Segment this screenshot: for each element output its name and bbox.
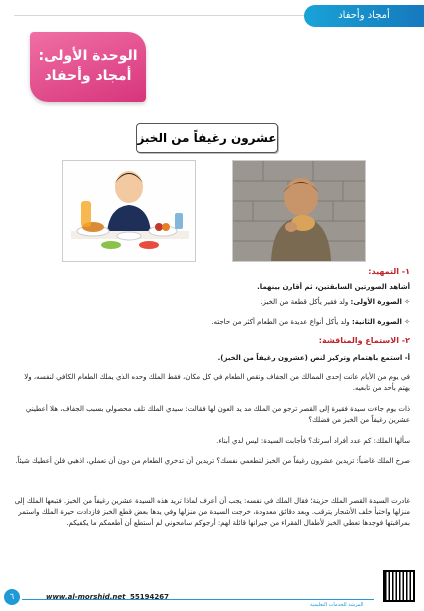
poor-boy-illustration xyxy=(233,161,365,261)
item-text: ولد فقير يأكل قطعة من الخبز. xyxy=(260,298,349,306)
item-text: ولد يأكل أنواع عديدة من الطعام أكثر من حاجته. xyxy=(211,318,350,326)
section1-heading: ١- التمهيد: xyxy=(368,267,410,276)
rich-boy-illustration xyxy=(63,161,195,261)
section2-heading: ٢- الاستماع والمناقشة: xyxy=(318,336,410,345)
rich-boy-image xyxy=(62,160,196,262)
story-paragraph-3: سألها الملك: كم عدد أفراد أسرتك؟ فأجابت السيدة: ليس لدي أبناء. xyxy=(216,437,410,445)
poor-boy-image xyxy=(232,160,366,262)
story-paragraph-4: صرخ الملك غاضباً: تريدين عشرون رغيفاً من الخبز لتطعمي نفسك؟ تريدين أن تدخري الطعام من دون أن تعملي، اذهبي فلن أعطيك شيئاً. xyxy=(15,457,410,465)
unit-title: أمجاد وأحفاد xyxy=(44,68,132,84)
section1-instruction: أشاهد الصورتين السابقتين، ثم أقارن بينهما. xyxy=(257,283,410,291)
page-number: ٦ xyxy=(4,589,20,605)
footer-phone: 55194267 xyxy=(130,593,169,601)
top-band xyxy=(0,0,424,4)
item-label: الصورة الثانية: xyxy=(351,318,402,326)
section2-instruction: أ- استمع باهتمام وتركيز لنص (عشرون رغيفاً من الخبز). xyxy=(217,354,410,362)
header-divider xyxy=(14,15,306,16)
footer xyxy=(0,582,424,611)
section1-item-2 xyxy=(30,317,410,328)
unit-banner xyxy=(30,32,146,102)
unit-label: الوحدة الأولى: xyxy=(38,48,138,64)
story-paragraph-2: ذات يوم جاءت سيدة فقيرة إلى القصر ترجو من الملك مد يد العون لها فقالت: سيدي الملك تلف محصولي بسبب الجفاف، هلا أعطيني عشرين رغيفاً من الخبز من فضلك؟ xyxy=(25,405,410,424)
header-tab: أمجاد وأحفاد xyxy=(304,5,424,27)
footer-brand: المرشد للخدمات التعليمية xyxy=(310,602,364,608)
lesson-title: عشرون رغيفاً من الخبز xyxy=(136,123,278,153)
section1-item-1 xyxy=(30,297,410,308)
story-paragraph-1: في يوم من الأيام عانت إحدى الممالك من الجفاف ونقص الطعام في كل مكان، فقط الملك وحده الذي يملك الطعام الكافي لنفسه، ولا يهتم بأحد من تابعيه. xyxy=(24,373,410,392)
qr-code-icon xyxy=(383,570,415,602)
story-paragraph-5: غادرت السيدة القصر الملك حزينة؛ فقال الملك في نفسه: يجب أن أعرف لماذا تريد هذه السيدة عشرين رغيفاً من الخبز. فتبعها الملك إلى منزلها واختبأ خلف الأشجار يترقب. وبعد دقائق معدودة، خرجت السيدة من منزلها وفي يدها بعض قطع الخبز فازدادت حيرة الملك واستمر بمراقبتها فوجدها تعطي الخبز لأطفال الفقراء من جيرانها قائلة لهم: أرجوكم سامحوني لم أستطع أن أطعمكم ما يكفيكم. xyxy=(14,497,410,527)
bullet-icon: ✧ xyxy=(401,318,410,326)
item-label: الصورة الأولى: xyxy=(350,298,402,306)
footer-url[interactable]: www.al-morshid.net xyxy=(46,593,126,601)
bullet-icon: ✧ xyxy=(401,298,410,306)
